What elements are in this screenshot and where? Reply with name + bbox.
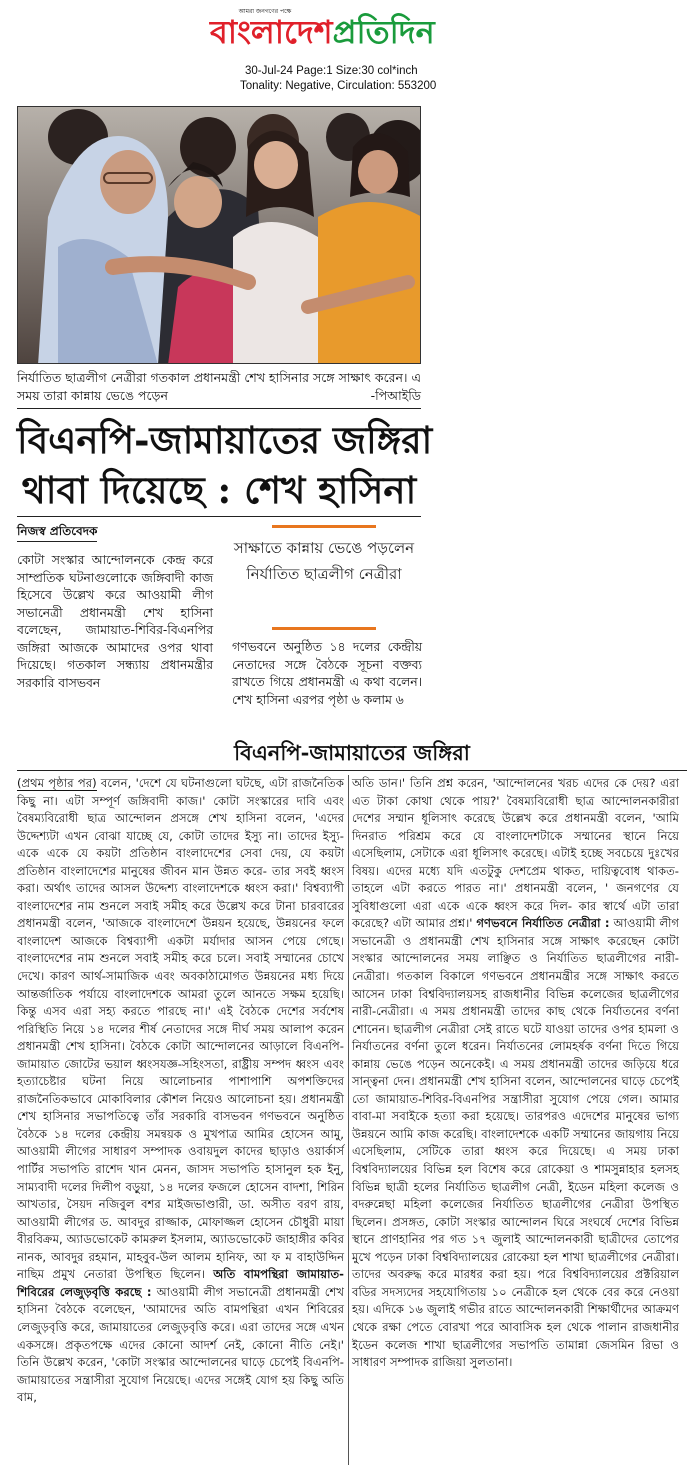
highlight-rule-top bbox=[272, 525, 376, 528]
headline-line2: থাবা দিয়েছে : শেখ হাসিনা bbox=[21, 468, 417, 512]
photo-caption bbox=[17, 369, 421, 405]
headline-line1: বিএনপি-জামায়াতের জঙ্গিরা bbox=[17, 418, 433, 462]
continuation-marker: (প্রথম পৃষ্ঠার পর) bbox=[17, 776, 97, 790]
photo-caption-text: নির্যাতিত ছাত্রলীগ নেত্রীরা গতকাল প্রধানমন্ত্রী শেখ হাসিনার সঙ্গে সাক্ষাৎ করেন। এ সময় তারা কান্নায় ভেঙে পড়েন bbox=[17, 370, 421, 403]
continuation-text-4: আওয়ামী লীগ সভানেত্রী ও প্রধানমন্ত্রী শেখ হাসিনার সঙ্গে সাক্ষাৎ করেছেন কোটা সংস্কার আন্দোলনের সময় লাঞ্ছিত ও নির্যাতিত ছাত্রলীগের নারী-নেত্রীরা। গতকাল বিকালে গণভবনে প্রধানমন্ত্রীর সঙ্গে সাক্ষাৎ করতে আসেন ঢাকা বিশ্ববিদ্যালয়সহ রাজধানীর বিভিন্ন কলেজের ছাত্রলীগের নারী-নেত্রীরা। এ সময় প্রধানমন্ত্রী তাদের কাছ থেকে নির্যাতনের বর্ণনা শোনেন। ছাত্রলীগ নেত্রীরা সেই রাতে ঘটে যাওয়া তাদের ওপর হামলা ও নির্যাতনের বর্ণনা তুলে ধরেন। নির্যাতনের লোমহর্ষক বর্ণনা দিতে গিয়ে কান্নায় ভেঙে পড়েন অনেকেই। এ সময় প্রধানমন্ত্রী তাদের জড়িয়ে ধরে সান্ত্বনা দেন। প্রধানমন্ত্রী শেখ হাসিনা বলেন, আন্দোলনের ঘাড়ে চেপেই তো জামায়াত-শিবির-বিএনপির সন্ত্রাসীরা সুযোগ পেয়ে গেল। আমার বাবা-মা সবাইকে হত্যা করা হয়েছে। তারপরও এদেশের মানুষের ভাগ্য উন্নয়নে আমি কাজ করেছি। বাংলাদেশকে একটি সম্মানের জায়গায় নিয়ে এসেছিলাম, সেটিকে তারা ধ্বংস করে দিয়েছে। এ সময় ঢাকা বিশ্ববিদ্যালয়ের বিভিন্ন হল বিশেষ করে রোকেয়া ও শামসুন্নাহার হলসহ বিভিন্ন ছাত্রী হলের নির্যাতিত ছাত্রলীগ নেত্রী, ইডেন মহিলা কলেজ ও বদরুন্নেছা মহিলা কলেজের নির্যাতিত ছাত্রলীগের নেত্রীরা উপস্থিত ছিলেন। প্রসঙ্গত, কোটা সংস্কার আন্দোলন ঘিরে সংঘর্ষে দেশের বিভিন্ন স্থানে প্রাণহানির পর গত ১৭ জুলাই আন্দোলনকারী ছাত্রীদের তোপের মুখে পড়েন ঢাকা বিশ্ববিদ্যালয়ের রোকেয়া হল শাখা ছাত্রলীগের নেত্রীরা। তাদের অবরুদ্ধ করে মারধর করা হয়। পরে বিশ্ববিদ্যালয়ের প্রক্টরিয়াল বডির সদস্যদের সহযোগিতায় ১০ নেত্রীকে হল থেকে বের করে নেওয়া হয়। এদিকে ১৬ জুলাই গভীর রাতে আন্দোলনকারী শিক্ষার্থীদের আক্রমণ থেকে রক্ষা পেতে বোরখা পরে আবাসিক হল থেকে পালান রাজধানীর ইডেন কলেজ শাখা ছাত্রলীগের সভাপতি তামান্না জেসমিন রিভা ও সাধারণ সম্পাদক রাজিয়া সুলতানা। bbox=[352, 916, 679, 1370]
byline: নিজস্ব প্রতিবেদক bbox=[17, 523, 97, 542]
highlight-quote: সাক্ষাতে কান্নায় ভেঙে পড়লেন নির্যাতিত ছাত্রলীগ নেত্রীরা bbox=[233, 539, 415, 583]
clip-meta-line1: 30-Jul-24 Page:1 Size:30 col*inch bbox=[245, 65, 418, 77]
divider bbox=[17, 516, 421, 517]
masthead-name-part2: প্রতিদিন bbox=[332, 13, 435, 51]
lead-column-1: কোটা সংস্কার আন্দোলনকে কেন্দ্র করে সাম্প্রতিক ঘটনাগুলোকে জঙ্গিবাদী কাজ হিসেবে উল্লেখ করে আওয়ামী লীগ সভানেত্রী প্রধানমন্ত্রী শেখ হাসিনা বলেছেন, জামায়াত-শিবির-বিএনপির জঙ্গিরা আজকে আমাদের ওপর থাবা দিয়েছে। গতকাল সন্ধ্যায় প্রধানমন্ত্রীর সরকারি বাসভবন bbox=[17, 553, 213, 690]
news-photo bbox=[17, 106, 421, 364]
continuation-heading: বিএনপি-জামায়াতের জঙ্গিরা bbox=[234, 740, 470, 765]
subheading-ganabhaban: গণভবনে নির্যাতিত নেত্রীরা : bbox=[476, 916, 610, 931]
continuation-text-2: আওয়ামী লীগ সভানেত্রী প্রধানমন্ত্রী শেখ হাসিনা বৈঠকে বলেছেন, 'আমাদের অতি বামপন্থিরা এখন শিবিরের লেজুড়বৃত্তি করে, জামায়াতের লেজুড়বৃত্তি করে। এরা তাদের সঙ্গে এখন একসঙ্গে। প্রকৃতপক্ষে এদের কোনো আদর্শ নেই, কোনো নীতি নেই।' তিনি উল্লেখ করেন, 'কোটা সংস্কার আন্দোলনের ঘাড়ে চেপেই বিএনপি-জামায়াতের সন্ত্রাসীরা সুযোগ নিয়েছে। এদের সঙ্গেই যোগ হয় কিছু অতি বাম, bbox=[17, 1284, 344, 1405]
clip-meta-line2: Tonality: Negative, Circulation: 553200 bbox=[240, 80, 437, 92]
newspaper-masthead bbox=[210, 12, 490, 52]
highlight-rule-bottom bbox=[272, 627, 376, 630]
masthead-tagline: আমরা জনগণের পক্ষে bbox=[238, 8, 292, 15]
continuation-column-1 bbox=[17, 775, 344, 1407]
masthead-name-part1: বাংলাদেশ bbox=[210, 13, 333, 51]
lead-column-2: গণভবনে অনুষ্ঠিত ১৪ দলের কেন্দ্রীয় নেতাদের সঙ্গে বৈঠকে সূচনা বক্তব্য রাখতে গিয়ে প্রধানমন্ত্রী এ কথা বলেন। শেখ হাসিনা এরপর পৃষ্ঠা ৬ কলাম ৬ bbox=[232, 640, 422, 707]
divider bbox=[17, 770, 687, 771]
subheading-far-left: অতি বামপন্থিরা জামায়াত-শিবিরের লেজুড়বৃত্তি করছে : bbox=[17, 1267, 344, 1299]
continuation-text-3: অতি ডান।' তিনি প্রশ্ন করেন, 'আন্দোলনের খরচ এদের কে দেয়? এরা এত টাকা কোথা থেকে পায়?' বৈষম্যবিরোধী ছাত্র আন্দোলনকারীরা দেশের সম্মান ধূলিসাৎ করেছে উল্লেখ করে প্রধানমন্ত্রী বলেন, 'আমি দিনরাত পরিশ্রম করে যে বাংলাদেশটাকে সম্মানের স্থানে নিয়ে এসেছিলাম, সেটাকে এরা ধূলিসাৎ করেছে। এটাই হচ্ছে সবচেয়ে দুঃখের বিষয়। এদের মধ্যে যদি এতটুকু দেশপ্রেম থাকত, দায়িত্ববোধ থাকত- তাহলে এটা করতে পারত না।' প্রধানমন্ত্রী বলেন, ' জনগণের যে সুবিধাগুলো এরা একে একে ধ্বংস করে দিল- কার স্বার্থে এটা তারা করেছে? এটা আমার প্রশ্ন।' bbox=[352, 776, 679, 931]
photo-credit: -পিআইডি bbox=[370, 388, 421, 403]
continuation-column-2 bbox=[352, 775, 679, 1372]
column-divider bbox=[348, 775, 349, 1465]
divider bbox=[17, 408, 421, 409]
continuation-text-1: বলেন, 'দেশে যে ঘটনাগুলো ঘটছে, এটা রাজনৈতিক কিছু না। এটা সম্পূর্ণ জঙ্গিবাদী কাজ।' কোটা সংস্কারের দাবি এবং বৈষম্যবিরোধী ছাত্র আন্দোলন প্রসঙ্গে শেখ হাসিনা বলেন, 'এদের উদ্দেশ্যটা এখন বোঝা যাচ্ছে যে, কোটা তাদের ইস্যু না। তাদের ইস্যু- একে একে যে কয়টা প্রতিষ্ঠান বাংলাদেশের সেবা দেয়, যে কয়টা প্রতিষ্ঠান বাংলাদেশের মানুষের জীবন মান উন্নত করে- তার সবই ধ্বংস করা। অর্থাৎ তাদের আসল উদ্দেশ্য বাংলাদেশকে ধ্বংস করা।' বিশ্বব্যাপী বাংলাদেশের নাম শুনলে সবাই সমীহ করে উল্লেখ করে টানা চারবারের প্রধানমন্ত্রী বলেন, 'আজকে বাংলাদেশে উন্নয়ন হয়েছে, উন্নয়নের ফলে বাংলাদেশ আজকে বিশ্বব্যাপী একটা মর্যাদার আসন পেয়ে গেছে। বাংলাদেশের নাম শুনলে সবাই সমীহ করে চলে। সবাই সম্মানের চোখে দেখে। কারণ আর্থ-সামাজিক এবং অবকাঠামোগত উন্নয়নের মধ্য দিয়ে আন্তর্জাতিক পর্যায়ে বাংলাদেশকে আমরা তুলে আনতে সক্ষম হয়েছি। কিন্তু এসব এরা সহ্য করতে পারছে না।' এই বৈঠকে দেশের সর্বশেষ পরিস্থিতি নিয়ে ১৪ দলের শীর্ষ নেতাদের সঙ্গে দীর্ঘ সময় আলাপ করেন প্রধানমন্ত্রী শেখ হাসিনা। বৈঠকে কোটা আন্দোলনের আড়ালে বিএনপি-জামায়াত জোটের ভয়াল ধ্বংসযজ্ঞ-সহিংসতা, রাষ্ট্রীয় সম্পদ ধ্বংস এবং হত্যাচেষ্টার ঘটনা নিয়ে আলোচনার পাশাপাশি অপশক্তিদের রাজনৈতিকভাবে মোকাবিলার কৌশল নিয়েও আলোচনা হয়। প্রধানমন্ত্রী শেখ হাসিনার সভাপতিত্বে তাঁর সরকারি বাসভবন গণভবনে অনুষ্ঠিত বৈঠকে ১৪ দলের কেন্দ্রীয় সমন্বয়ক ও মুখপাত্র আমির হোসেন আমু, আওয়ামী লীগের সাধারণ সম্পাদক ওবায়দুল কাদের ছাড়াও ওয়ার্কার্স পার্টির সভাপতি রাশেদ খান মেনন, জাসদ সভাপতি হাসানুল হক ইনু, সাম্যবাদী দলের দিলীপ বড়ুয়া, ১৪ দলের ফজলে হোসেন বাদশা, শিরিন আখতার, সৈয়দ নজিবুল বশর মাইজভাণ্ডারী, ডা. অসীত বরণ রায়, আওয়ামী লীগের ড. আবদুর রাজ্জাক, মোফাজ্জল হোসেন চৌধুরী মায়া বীরবিক্রম, অ্যাডভোকেট কামরুল ইসলাম, অ্যাডভোকেট জাহাঙ্গীর কবির নানক, আবদুর রহমান, মাহবুব-উল আলম হানিফ, আ ফ ম বাহাউদ্দিন নাছিম প্রমুখ নেতারা উপস্থিত ছিলেন। bbox=[17, 776, 344, 1282]
